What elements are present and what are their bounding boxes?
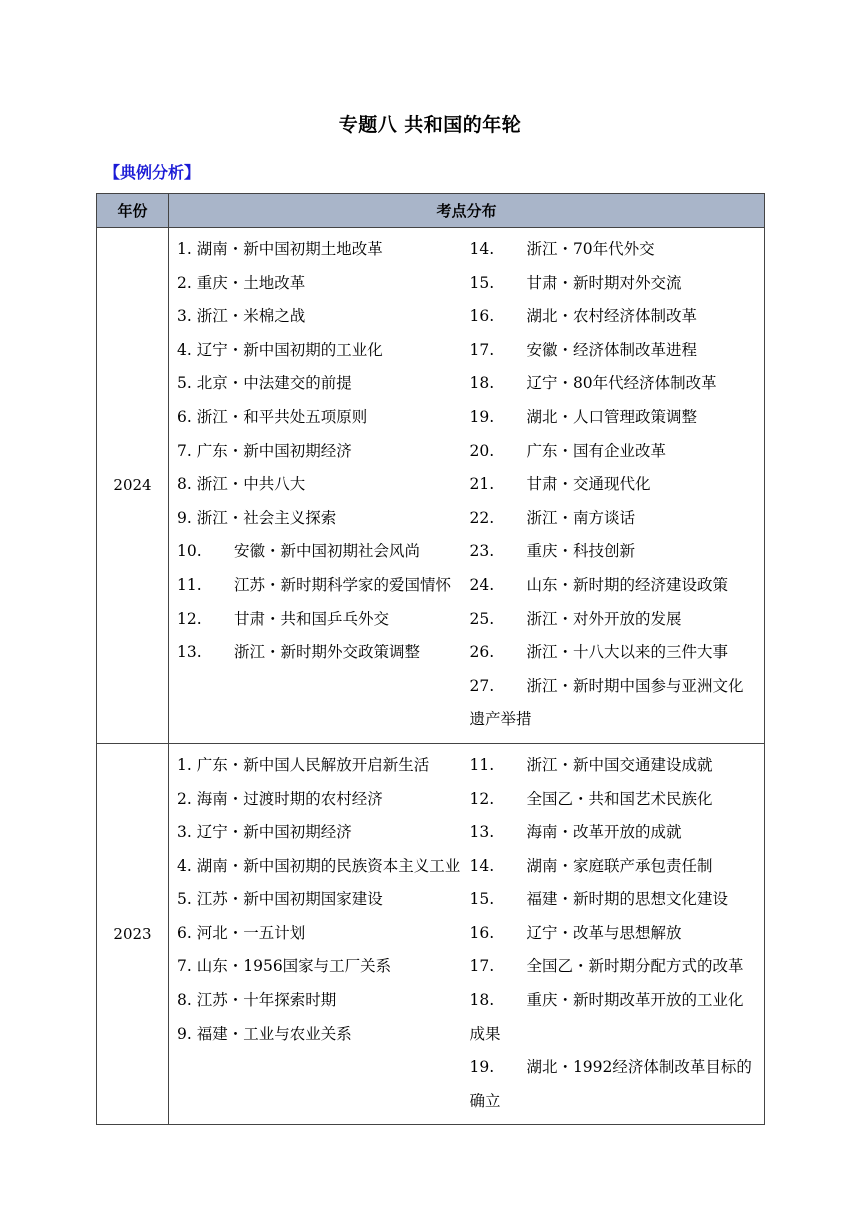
points-column-right: [464, 749, 757, 1119]
item-number: 9.: [177, 1024, 192, 1043]
item-number: 7.: [177, 441, 192, 460]
list-item: [470, 502, 757, 536]
item-text: 浙江・中共八大: [196, 475, 306, 494]
list-item: [177, 917, 464, 951]
list-item: [177, 367, 464, 401]
item-number: 16.: [469, 307, 495, 326]
item-text: 辽宁・新中国初期经济: [196, 823, 352, 842]
list-item: [177, 267, 464, 301]
item-text: 浙江・十八大以来的三件大事: [526, 643, 728, 662]
item-text: 辽宁・改革与思想解放: [526, 923, 682, 942]
item-number: 6.: [177, 923, 192, 942]
item-number: 6.: [177, 407, 192, 426]
item-text: 福建・工业与农业关系: [196, 1024, 352, 1043]
list-item: [470, 636, 757, 670]
list-item: [470, 535, 757, 569]
item-text: 海南・改革开放的成就: [526, 823, 682, 842]
item-number: 27.: [469, 676, 495, 695]
year-cell: 2024: [97, 228, 169, 744]
list-item: [470, 435, 757, 469]
item-text: 全国乙・共和国艺术民族化: [526, 789, 713, 808]
item-number: 19.: [469, 1058, 495, 1077]
item-number: 1.: [177, 240, 192, 258]
item-number: 25.: [469, 609, 495, 628]
item-text: 甘肃・交通现代化: [526, 475, 651, 494]
item-text: 浙江・新时期外交政策调整: [233, 643, 420, 662]
item-number: 8.: [177, 475, 192, 494]
item-text: 重庆・土地改革: [196, 273, 306, 292]
list-item: [177, 401, 464, 435]
item-text: 湖北・人口管理政策调整: [526, 407, 697, 426]
list-item: [470, 749, 757, 783]
item-number: 17.: [469, 957, 495, 976]
list-item: [470, 603, 757, 637]
item-number: 16.: [469, 923, 495, 942]
table-row: [97, 743, 765, 1125]
item-number: 4.: [177, 340, 192, 359]
item-number: 26.: [469, 643, 495, 662]
item-text: 山东・新时期的经济建设政策: [526, 575, 728, 594]
item-number: 13.: [177, 643, 202, 662]
item-number: 19.: [469, 407, 495, 426]
item-number: 9.: [177, 508, 192, 527]
item-text: 辽宁・新中国初期的工业化: [196, 340, 383, 359]
points-column-right: [464, 233, 757, 737]
item-text: 湖北・1992经济体制改革目标的确立: [469, 1058, 752, 1110]
list-item: [177, 816, 464, 850]
list-item: [177, 783, 464, 817]
item-number: 2.: [177, 273, 192, 292]
item-number: 10.: [177, 542, 202, 561]
list-item: [177, 950, 464, 984]
list-item: [177, 300, 464, 334]
list-item: [177, 749, 464, 783]
table-body: [97, 228, 765, 1125]
list-item: [177, 569, 464, 603]
item-text: 浙江・社会主义探索: [196, 508, 337, 527]
list-item: [470, 670, 757, 737]
list-item: [470, 850, 757, 884]
item-number: 1.: [177, 755, 192, 774]
year-cell: 2023: [97, 743, 169, 1125]
item-text: 广东・新中国初期经济: [196, 441, 352, 460]
item-number: 24.: [469, 575, 495, 594]
item-text: 浙江・70年代外交: [526, 240, 655, 258]
list-item: [470, 233, 757, 267]
item-text: 辽宁・80年代经济体制改革: [526, 374, 717, 393]
item-number: 15.: [469, 890, 495, 909]
list-item: [470, 300, 757, 334]
page-title: 专题八 共和国的年轮: [338, 114, 522, 136]
list-item: [470, 984, 757, 1051]
item-text: 山东・1956国家与工厂关系: [196, 957, 392, 976]
section-label: 【典例分析】: [104, 163, 201, 182]
list-item: [177, 535, 464, 569]
list-item: [470, 1051, 757, 1118]
item-text: 江苏・十年探索时期: [196, 991, 337, 1010]
list-item: [470, 334, 757, 368]
item-text: 湖北・农村经济体制改革: [526, 307, 697, 326]
item-text: 浙江・和平共处五项原则: [196, 407, 368, 426]
item-text: 湖南・新中国初期土地改革: [196, 240, 383, 258]
item-text: 浙江・新时期中国参与亚洲文化遗产举措: [469, 676, 744, 729]
item-text: 浙江・新中国交通建设成就: [526, 755, 713, 774]
list-item: [177, 233, 464, 267]
exam-points-table: [96, 193, 765, 1125]
list-item: [177, 334, 464, 368]
list-item: [470, 401, 757, 435]
item-number: 11.: [469, 755, 495, 774]
item-number: 22.: [469, 508, 495, 527]
list-item: [470, 783, 757, 817]
item-text: 全国乙・新时期分配方式的改革: [526, 957, 744, 976]
item-text: 北京・中法建交的前提: [196, 374, 352, 393]
item-text: 甘肃・共和国乒乓外交: [233, 609, 389, 628]
item-text: 湖南・新中国初期的民族资本主义工业: [196, 856, 461, 875]
list-item: [470, 816, 757, 850]
item-number: 18.: [469, 991, 495, 1010]
item-text: 海南・过渡时期的农村经济: [196, 789, 383, 808]
item-number: 13.: [469, 823, 495, 842]
list-item: [470, 267, 757, 301]
list-item: [470, 569, 757, 603]
item-text: 浙江・对外开放的发展: [526, 609, 682, 628]
item-text: 广东・国有企业改革: [526, 441, 666, 460]
item-number: 7.: [177, 957, 192, 976]
item-number: 17.: [469, 340, 495, 359]
list-item: [470, 950, 757, 984]
item-text: 江苏・新中国初期国家建设: [196, 890, 383, 909]
item-number: 21.: [469, 475, 495, 494]
list-item: [177, 984, 464, 1018]
item-number: 23.: [469, 542, 495, 561]
item-number: 14.: [469, 856, 495, 875]
item-number: 5.: [177, 890, 192, 909]
table-row: [97, 228, 765, 744]
points-column-left: [177, 233, 464, 737]
item-number: 4.: [177, 856, 192, 875]
item-text: 重庆・新时期改革开放的工业化成果: [469, 991, 744, 1043]
item-text: 安徽・新中国初期社会风尚: [233, 542, 420, 561]
list-item: [177, 435, 464, 469]
list-item: [177, 636, 464, 670]
item-number: 15.: [469, 273, 495, 292]
item-text: 安徽・经济体制改革进程: [526, 340, 697, 359]
item-number: 3.: [177, 823, 192, 842]
table-header-row: [97, 194, 765, 228]
points-cell: [169, 743, 765, 1125]
item-text: 浙江・南方谈话: [526, 508, 635, 527]
item-text: 重庆・科技创新: [526, 542, 635, 561]
item-number: 8.: [177, 991, 192, 1010]
list-item: [470, 367, 757, 401]
item-text: 湖南・家庭联产承包责任制: [526, 856, 713, 875]
item-number: 12.: [177, 609, 202, 628]
item-number: 11.: [177, 575, 202, 594]
item-number: 5.: [177, 374, 192, 393]
item-text: 河北・一五计划: [196, 923, 306, 942]
header-points: 考点分布: [169, 194, 765, 228]
item-text: 江苏・新时期科学家的爱国情怀: [233, 575, 451, 594]
item-number: 20.: [469, 441, 495, 460]
item-number: 14.: [469, 240, 495, 258]
list-item: [470, 917, 757, 951]
list-item: [470, 468, 757, 502]
list-item: [177, 603, 464, 637]
item-text: 甘肃・新时期对外交流: [526, 273, 682, 292]
item-text: 福建・新时期的思想文化建设: [526, 890, 728, 909]
item-number: 12.: [469, 789, 495, 808]
item-number: 3.: [177, 307, 192, 326]
item-number: 2.: [177, 789, 192, 808]
header-year: 年份: [97, 194, 169, 228]
item-text: 广东・新中国人民解放开启新生活: [196, 755, 430, 774]
list-item: [177, 850, 464, 884]
list-item: [470, 883, 757, 917]
list-item: [177, 502, 464, 536]
list-item: [177, 1018, 464, 1052]
points-cell: [169, 228, 765, 744]
points-column-left: [177, 749, 464, 1119]
list-item: [177, 468, 464, 502]
item-text: 浙江・米棉之战: [196, 307, 306, 326]
list-item: [177, 883, 464, 917]
item-number: 18.: [469, 374, 495, 393]
